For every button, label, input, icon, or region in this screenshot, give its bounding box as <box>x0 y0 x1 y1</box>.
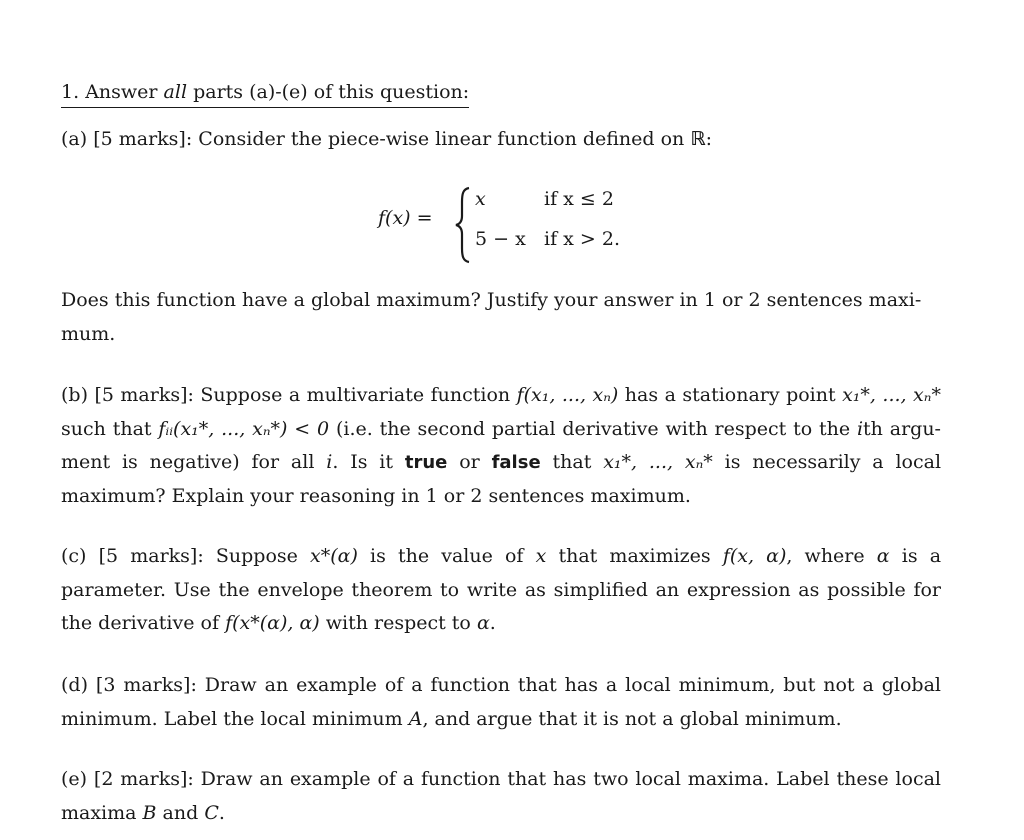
part-c-alpha: α <box>876 545 890 567</box>
part-c-maximizes: that maximizes <box>558 545 711 567</box>
part-a-intro <box>61 123 941 157</box>
part-e <box>61 763 941 830</box>
part-c-with-respect: with respect to <box>325 612 471 634</box>
part-d-label: (d) [3 marks]: <box>61 674 197 696</box>
question-intro-pre: Answer <box>85 81 158 103</box>
part-d-line2-pre: minimum. Label the local minimum <box>61 707 403 730</box>
part-c-line1-post: is a parameter. <box>61 545 942 601</box>
part-b-line1-mid: has a stationary point <box>624 384 836 406</box>
or-word: or <box>459 451 480 473</box>
part-b-argu: th argu- <box>863 417 941 440</box>
part-a-question <box>61 284 941 351</box>
part-b-point-2: x₁*, ..., xₙ* <box>603 451 713 473</box>
part-b-i: i <box>326 451 333 473</box>
part-c-label: (c) [5 marks]: <box>61 545 204 567</box>
part-c-x: x <box>535 545 547 567</box>
case1-expression: x <box>475 188 486 210</box>
part-d-line2-post: , and argue that it is not a global minimum. <box>422 707 842 730</box>
part-e-and: and <box>162 801 199 824</box>
part-d-label-A: A <box>408 707 423 730</box>
question-intro-post: parts (a)-(e) of this question: <box>193 81 470 103</box>
part-c-line2: Use the envelope theorem to write as simplified an expression as possible for the derivative <box>61 578 941 634</box>
part-b-stationary-point: x₁*, ..., xₙ* <box>842 384 941 406</box>
part-b-second-derivative: fᵢᵢ(x₁*, ..., xₙ*) < 0 <box>158 417 330 440</box>
real-numbers-symbol: ℝ <box>690 128 706 150</box>
part-e-line1: Draw an example of a function that has two local maxima. Label these local <box>200 768 941 790</box>
part-b-label: (b) [5 marks]: <box>61 384 194 406</box>
part-b <box>61 379 941 513</box>
part-b-line1-pre: Suppose a multivariate function <box>200 384 511 406</box>
part-c <box>61 540 941 641</box>
case2-condition: if x > 2. <box>544 228 620 250</box>
part-b-ith: i <box>856 417 864 440</box>
part-c-xstar: x*(α) <box>310 545 358 567</box>
part-a-text: Consider the piece-wise linear function defined on <box>198 128 685 150</box>
part-a-label: (a) [5 marks]: <box>61 128 193 150</box>
part-c-suppose: Suppose <box>215 545 298 567</box>
part-e-label: (e) [2 marks]: <box>61 768 194 790</box>
question-number: 1. <box>61 81 80 103</box>
part-e-label-B: B <box>142 801 157 824</box>
part-b-line3-post: is necessarily a local maximum? <box>61 451 942 507</box>
question-heading <box>61 78 469 108</box>
part-b-line4: Explain your reasoning in 1 or 2 sentences maximum. <box>171 484 691 507</box>
part-c-f-x-alpha: f(x, α) <box>722 545 787 567</box>
part-e-period: . <box>218 801 225 824</box>
part-d <box>61 669 941 736</box>
left-brace-icon <box>454 186 474 264</box>
part-b-line3-pre: ment is negative) for all <box>61 451 315 473</box>
part-a-colon: : <box>705 128 712 150</box>
part-e-label-C: C <box>204 801 219 824</box>
part-c-line1-mid: is the value of <box>370 545 524 567</box>
case1-condition: if x ≤ 2 <box>544 188 614 210</box>
question-intro-emphasis: all <box>163 81 188 103</box>
part-b-line2-post: (i.e. the second partial derivative with respect to the <box>335 417 851 440</box>
function-lhs: f(x) = <box>378 207 433 229</box>
part-a-question-line1: Does this function have a global maximum? Justify your answer in 1 or 2 sentences maxi- <box>61 289 922 311</box>
part-c-where: , where <box>786 545 865 567</box>
part-a-question-line2: mum. <box>61 322 116 345</box>
part-c-alpha-2: α <box>476 612 490 634</box>
false-word: false <box>491 452 541 473</box>
part-b-is-it: . Is it <box>332 451 393 473</box>
part-c-expression: f(x*(α), α) <box>225 612 320 634</box>
part-b-function: f(x₁, ..., xₙ) <box>516 384 619 406</box>
part-c-of: of <box>200 612 220 634</box>
part-b-that: that <box>552 451 592 473</box>
piecewise-function-display <box>378 184 678 266</box>
true-word: true <box>404 452 448 473</box>
part-e-maxima: maxima <box>61 801 137 824</box>
part-b-line2-pre: such that <box>61 417 152 440</box>
case2-expression: 5 − x <box>475 228 526 250</box>
part-c-period: . <box>489 612 496 634</box>
part-d-line1: Draw an example of a function that has a local minimum, but not a global <box>204 674 941 696</box>
